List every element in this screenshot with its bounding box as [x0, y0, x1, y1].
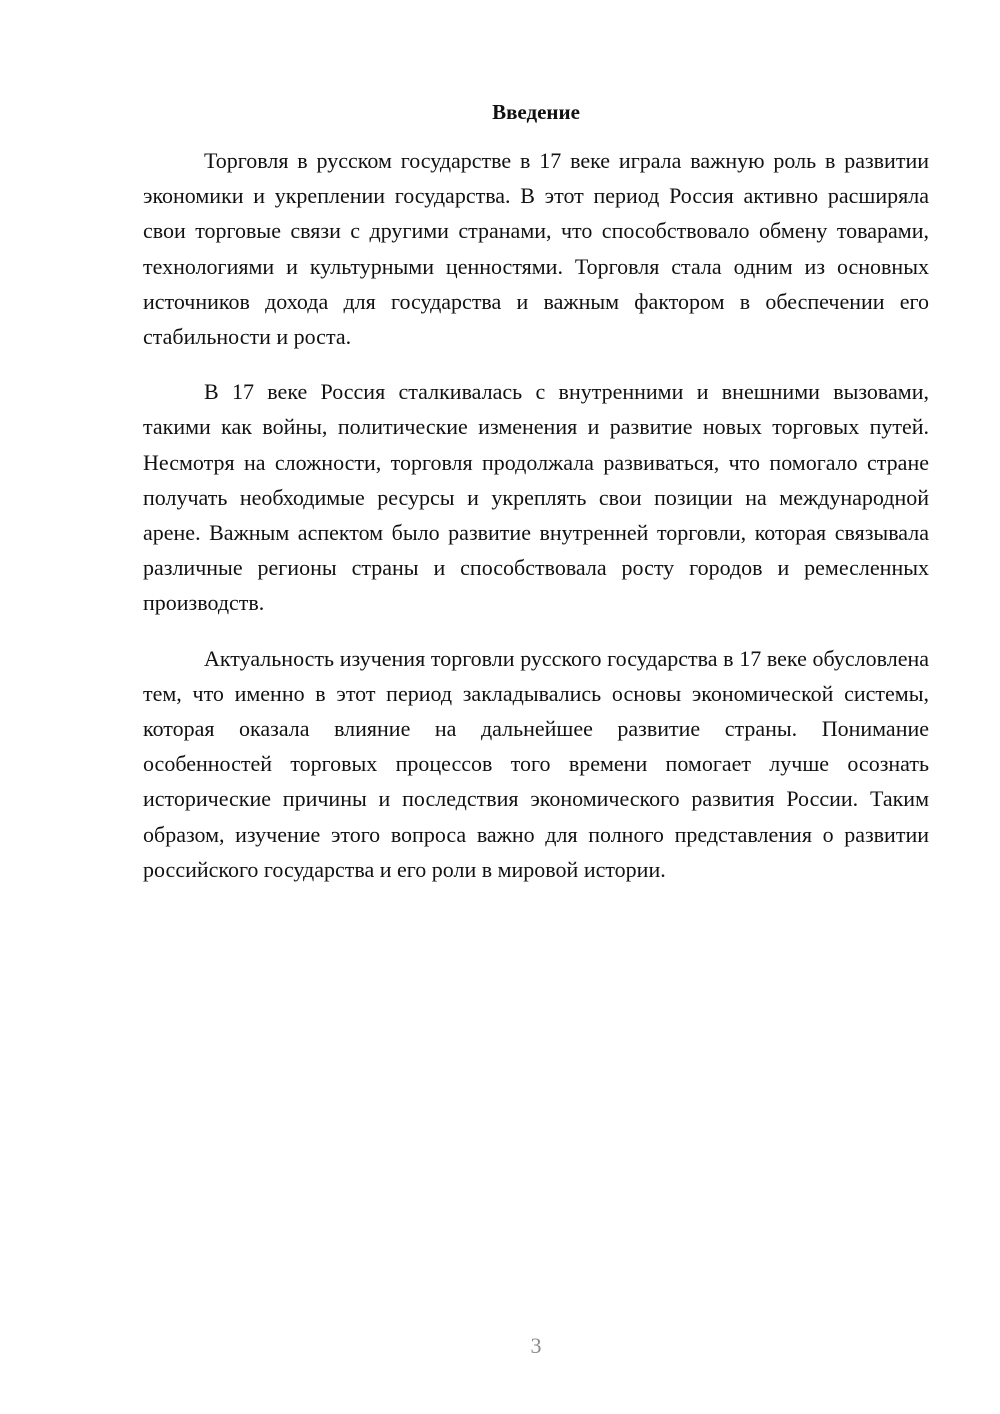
body-text: [143, 143, 929, 907]
paragraph-3: Актуальность изучения торговли русского государства в 17 веке обусловлена тем, что именно в этот период закладывались основы экономической системы, которая оказала влияние на дальнейшее развитие страны. Понимание особенностей торговых процессов того времени помогает лучше осознать исторические причины и последствия экономического развития России. Таким образом, изучение этого вопроса важно для полного представления о развитии российского государства и его роли в мировой истории.: [143, 645, 929, 882]
page-number: 3: [530, 1333, 542, 1358]
page-heading: Введение: [492, 100, 580, 124]
paragraph-1: Торговля в русском государстве в 17 веке играла важную роль в развитии экономики и укреплении государства. В этот период Россия активно расширяла свои торговые связи с другими странами, что способствовало обмену товарами, технологиями и культурными ценностями. Торговля стала одним из основных источников дохода для государства и важным фактором в обеспечении его стабильности и роста.: [143, 148, 929, 350]
paragraph-2: В 17 веке Россия сталкивалась с внутренними и внешними вызовами, такими как войны, политические изменения и развитие новых торговых путей. Несмотря на сложности, торговля продолжала развиваться, что помогало стране получать необходимые ресурсы и укреплять свои позиции на международной арене. Важным аспектом было развитие внутренней торговли, которая связывала различные регионы страны и способствовала росту городов и ремесленных производств.: [143, 379, 929, 616]
